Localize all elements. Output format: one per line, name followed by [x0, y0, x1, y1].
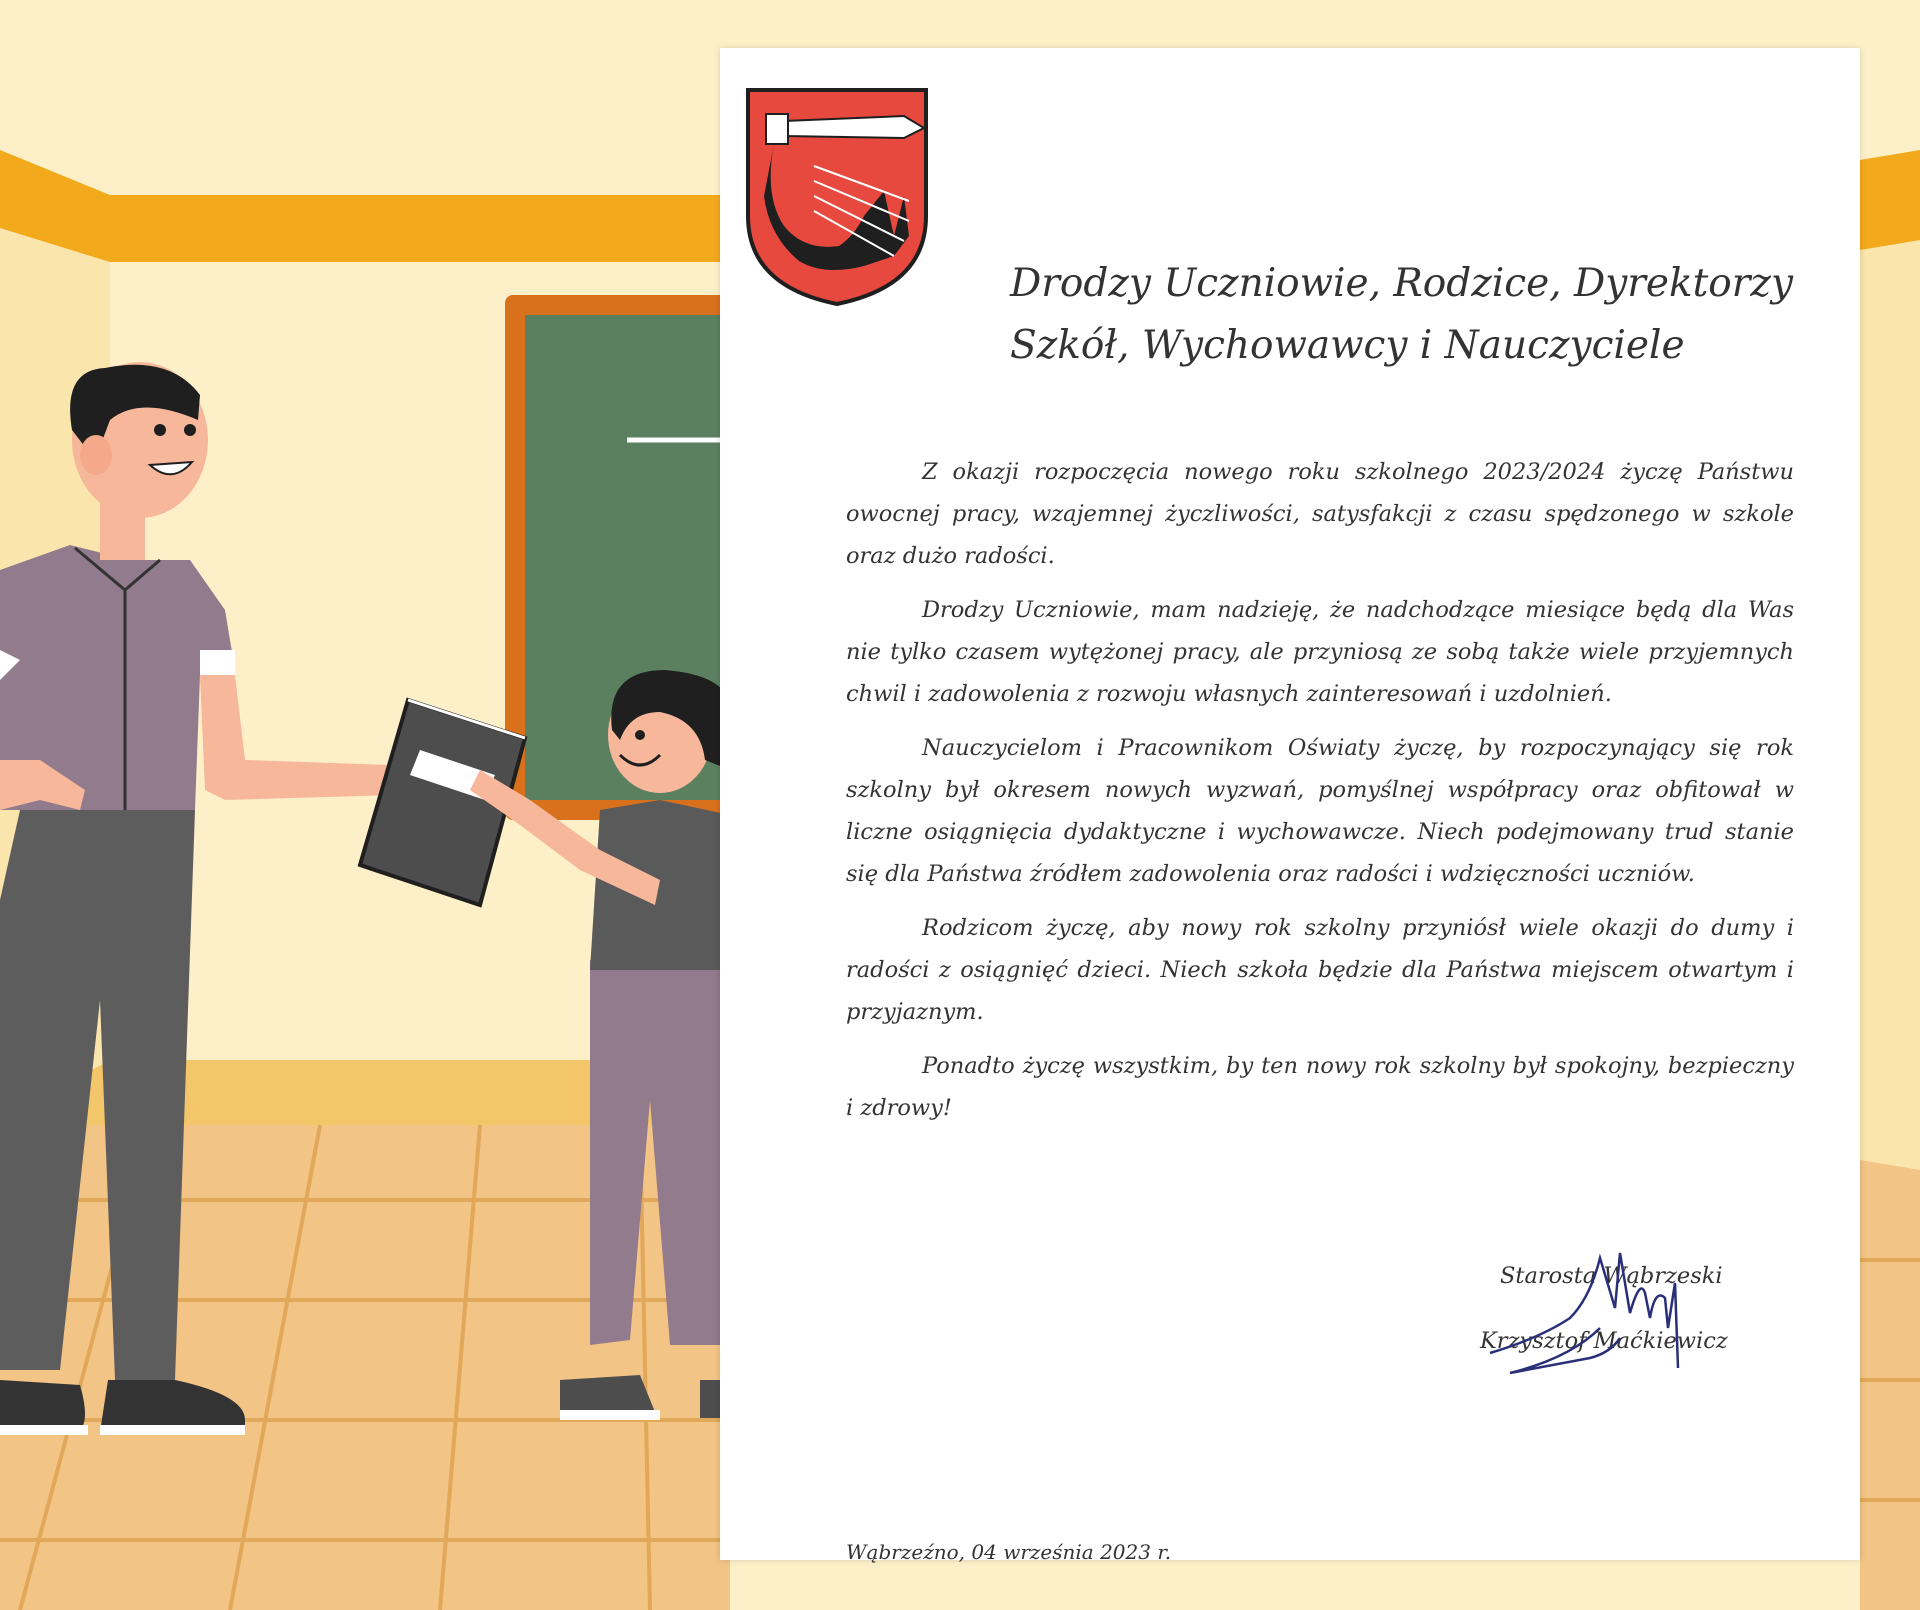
coat-of-arms-icon — [744, 86, 930, 308]
floor-right — [1860, 1160, 1920, 1610]
paragraph-3: Nauczycielom i Pracownikom Oświaty życzę, by rozpoczynający się rok szkolny był okresem nowych wyzwań, pomyślnej współpracy oraz obfitował w liczne osiągnięcia dydaktyczne i wychowawcze. Niech podejmowany trud stanie się dla Państwa źródłem zadowolenia oraz radości i wdzięczności uczniów. — [846, 735, 1794, 887]
handwritten-signature — [1480, 1238, 1740, 1378]
place-and-date: Wąbrzeźno, 04 września 2023 r. — [846, 1540, 1172, 1564]
heading-line-2: Szkół, Wychowawcy i Nauczyciele — [1010, 323, 1685, 368]
paragraph-5: Ponadto życzę wszystkim, by ten nowy rok szkolny był spokojny, bezpieczny i zdrowy! — [846, 1053, 1794, 1121]
heading-line-1: Drodzy Uczniowie, Rodzice, Dyrektorzy — [1010, 261, 1793, 306]
wall-trim-right — [1860, 150, 1920, 250]
letter-sheet — [720, 48, 1860, 1564]
signature-name: Krzysztof Maćkiewicz — [1480, 1328, 1728, 1354]
letter-body — [846, 451, 1794, 1141]
side-wall-right — [1860, 175, 1920, 1200]
signature-title: Starosta Wąbrzeski — [1500, 1263, 1723, 1289]
paragraph-2: Drodzy Uczniowie, mam nadzieję, że nadchodzące miesiące będą dla Was nie tylko czasem wytężonej pracy, ale przyniosą ze sobą także wiele przyjemnych chwil i zadowolenia z rozwoju własnych zainteresowań i uzdolnień. — [846, 597, 1794, 707]
paragraph-4: Rodzicom życzę, aby nowy rok szkolny przyniósł wiele okazji do dumy i radości z osiągnięć dzieci. Niech szkoła będzie dla Państwa miejscem otwartym i przyjaznym. — [846, 915, 1794, 1025]
letter-heading — [1010, 253, 1810, 377]
paragraph-1: Z okazji rozpoczęcia nowego roku szkolnego 2023/2024 życzę Państwu owocnej pracy, wzajemnej życzliwości, satysfakcji z czasu spędzonego w szkole oraz dużo radości. — [846, 459, 1794, 569]
